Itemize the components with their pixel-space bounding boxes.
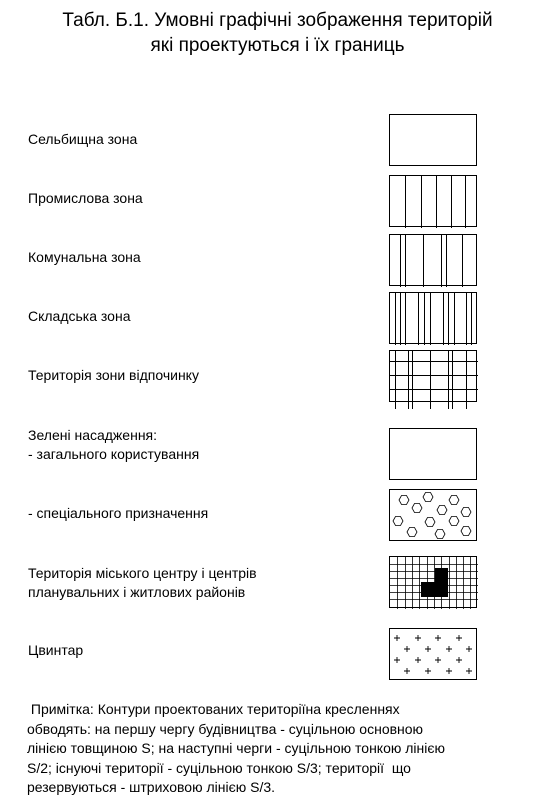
cross-pattern [390,629,478,681]
hexagon-pattern [390,490,478,542]
footnote-line-5: резервуються - штриховою лінією S/3. [27,779,276,795]
label-industrial-zone: Промислова зона [28,190,143,206]
vertical-hatch-pattern [390,176,478,228]
swatch-city-center [389,556,477,608]
title-line-1: Табл. Б.1. Умовні графічні зображення територій [62,10,493,31]
swatch-industrial-zone [389,175,477,227]
label-green-plantings [28,426,199,464]
swatch-communal-zone [389,234,477,286]
label-green-special: - спеціального призначення [28,505,209,521]
swatch-residential-zone [389,114,477,166]
label-communal-zone: Комунальна зона [28,249,141,265]
dense-vertical-hatch-pattern [390,293,478,345]
title-line-2: які проектуються і їх границь [150,35,405,56]
label-residential-zone: Сельбищна зона [28,131,138,147]
fine-grid-pattern [390,557,478,609]
swatch-warehouse-zone [389,292,477,344]
grid-hatch-pattern [390,351,478,409]
paired-vertical-hatch-pattern [390,235,478,287]
label-green-heading: Зелені насадження: [28,427,158,443]
swatch-cemetery [389,628,477,680]
footnote-line-3: лінією товщиною S; на наступні черги - суцільною тонкою лінією [27,740,446,756]
label-cemetery: Цвинтар [28,642,84,658]
label-green-public: - загального користування [28,446,200,462]
footnote-line-4: S/2; існуючі території - суцільною тонкою S/3; території що [27,759,411,776]
swatch-green-special [389,489,477,541]
label-city-center-line-1: Територія міського центру і центрів [28,565,257,581]
swatch-recreation-zone [389,350,477,402]
swatch-green-public [389,428,477,480]
label-warehouse-zone: Складська зона [28,308,131,324]
table-title [0,8,555,58]
footnote-line-2: обводять: на першу чергу будівництва - суцільною основною [27,720,424,737]
footnote-line-1: Примітка: Контури проектованих територіїна кресленнях [27,701,400,717]
label-city-center [28,564,257,602]
label-city-center-line-2: планувальних і житлових районів [28,584,246,600]
label-recreation-zone: Територія зони відпочинку [28,367,199,383]
footnote [27,700,532,798]
